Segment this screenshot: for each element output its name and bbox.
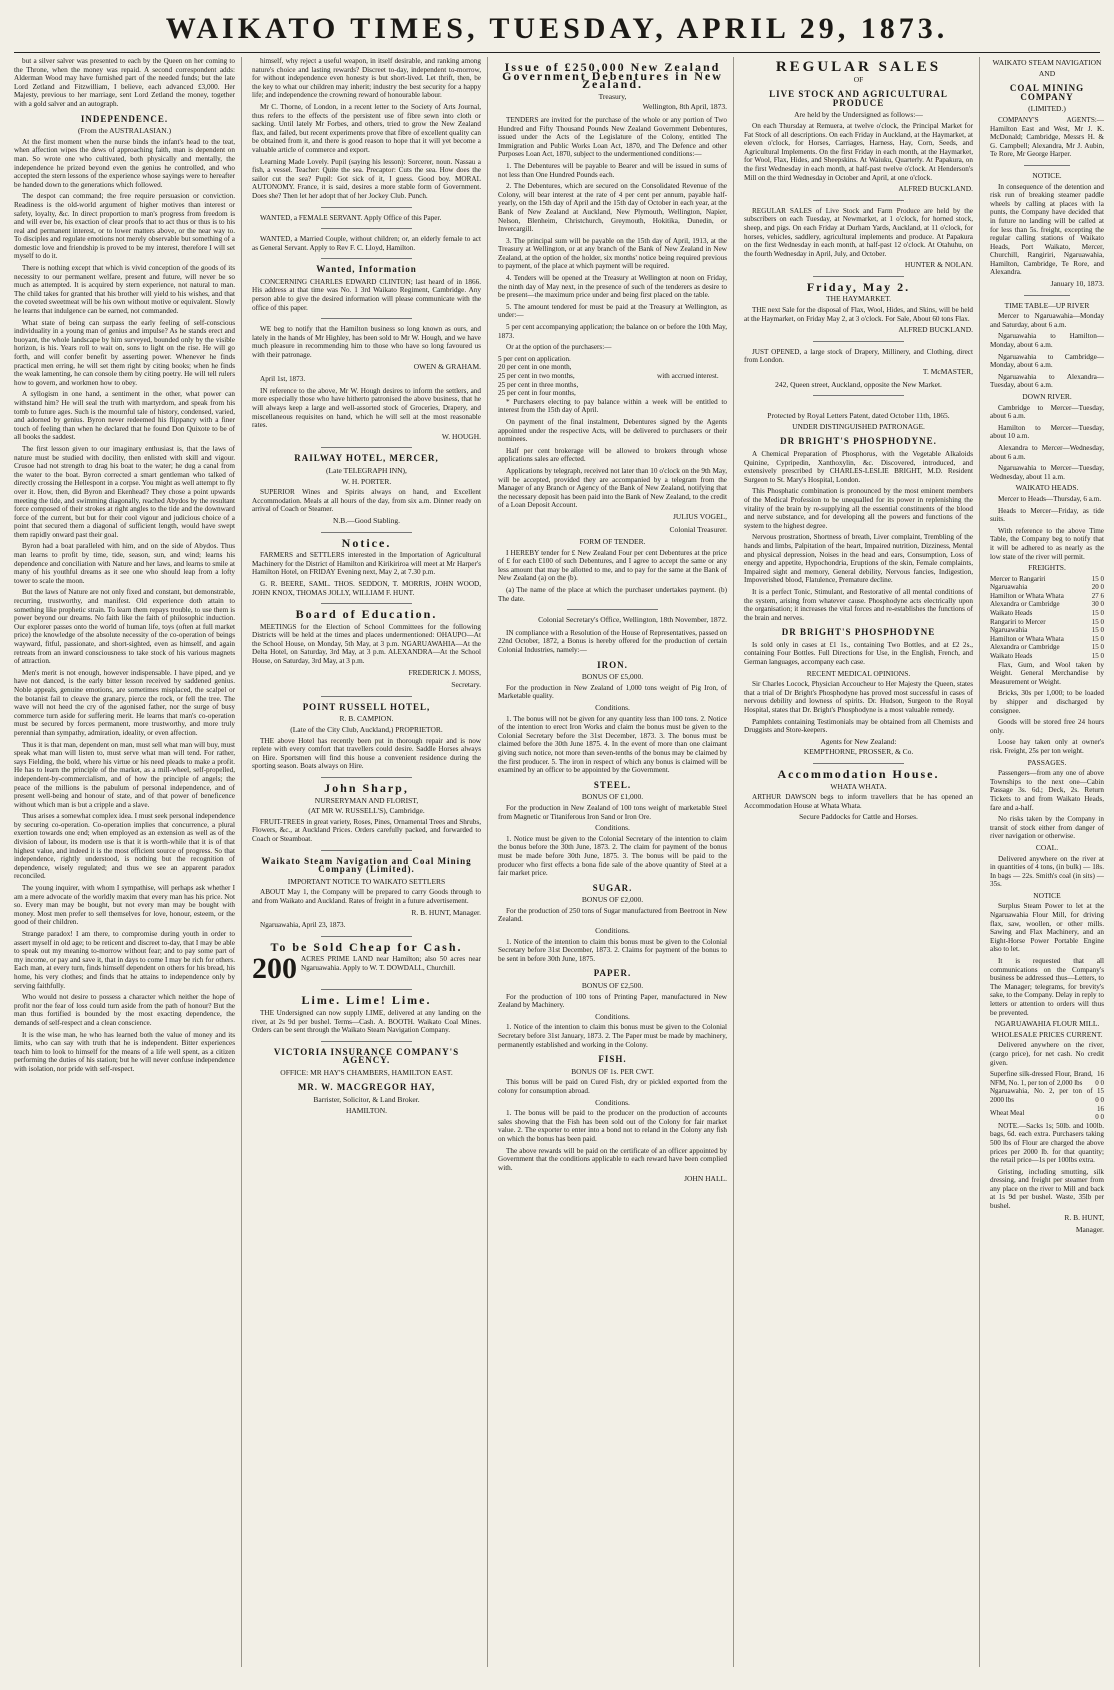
article-paragraph: Men's merit is not enough, however indispensable. I have piped, and ye have not danced, is the early bitter lesson received by saddened genius. Noble appeals, genuine emotions, are sometimes misplaced, the scalpel or the botanist fail to cleave the granary, pierce the rock, or fell the tree. The wave will not heed the cry of the agonised father, nor the surge of busy commerce turn aside for suffering merit. He learns that man's co-operation must be secured by forces permanent, more trustworthy, and more truly perennial than sympathy, admiration, ideality, or even affection. xyxy=(14,668,235,737)
ad-text: With reference to the above Time Table, the Company beg to notify that it will be adhered to as nearly as the low state of the river will permit. xyxy=(990,526,1104,561)
divider xyxy=(321,696,413,697)
article-paragraph: Strange paradox! I am there, to compromise during youth in order to assert myself in old age; to be reticent and discreet to-day, that I may be able to speak out my meaning to-morrow without fear; and to pay some part of my income, or pay and save it, that in days to come I may be rich for others. Each man, at every turn, finds himself dependent on others for his bread, his home, his very clothes; and finds that he attains to independence only by serving faithfully. xyxy=(14,930,235,990)
freight-route: Alexandra or Cambridge xyxy=(990,600,1060,609)
ad-text: This Phosphatic combination is pronounced by the most eminent members of the Medical Profession to be unequalled for its power in replenishing the vitality of the brain by re-supplying all the essential constituents of the blood and nerve substance, and for developing all the powers and functions of the system to the highest degree. xyxy=(744,487,973,530)
ad-subheading: N.B.—Good Stabling. xyxy=(332,515,401,525)
ad-subheading: KEMPTHORNE, PROSSER, & Co. xyxy=(803,747,914,757)
ad-text: THE above Hotel has recently been put in thorough repair and is now replete with every comfort that travellers could desire. Saddle Horses always on Hire. Sportsmen will find this house a convenient residence during the sporting season. Boats always on Hire. xyxy=(252,736,481,771)
notice-office: Colonial Secretary's Office, Wellington, 18th November, 1872. xyxy=(538,615,727,625)
ad-text: FRUIT-TREES in great variety, Roses, Pines, Ornamental Trees and Shrubs, Flowers, &c., at Auckland Prices. Orders carefully packed, and forwarded to Coach or Steamboat. xyxy=(252,817,481,843)
divider xyxy=(813,341,905,342)
divider xyxy=(321,777,413,778)
ad-text: In consequence of the detention and risk run of breaking steamer paddle wheels by calling at places with la punts, the Company have decided that in future no landing will be called at for less than 5s. freight, excepting the regular calling stations of Waikato Heads, Port Waikato, Mercer, Churchill, Rangiriri, Ngaruawahia, Hamilton, Cambridge, Te Rore, and Alexandra. xyxy=(990,182,1104,277)
conditions-heading: Conditions. xyxy=(595,1011,630,1021)
flour-price-table xyxy=(990,1070,1104,1122)
ad-subheading: Agents for New Zealand: xyxy=(820,736,897,746)
divider xyxy=(813,200,905,201)
ad-text: Bricks, 30s per 1,000; to be loaded by shipper and discharged by consignee. xyxy=(990,689,1104,715)
instalment-row: 25 per cent in three months, xyxy=(498,380,579,389)
bonus-text: The above rewards will be paid on the certificate of an officer appointed by Government that the conditions applicable to each reward have been complied with. xyxy=(498,1146,727,1172)
table-row xyxy=(990,652,1104,661)
ad-text: Flax, Gum, and Wool taken by Weight. General Merchandise by Measurement or Weight. xyxy=(990,660,1104,686)
ad-heading: DR BRIGHT'S PHOSPHODYNE xyxy=(781,627,936,638)
ad-text: JUST OPENED, a large stock of Drapery, Millinery, and Clothing, direct from London. xyxy=(744,347,973,365)
jokes-paragraph: Learning Made Lovely. Pupil (saying his lesson): Sorcerer, noun. Nassau a fish, a vessel. Teacher: Quite the sea. Precaptor: Cuts the sea. How does the sailor cut the sea? Pupil: Got sick of it, I guess. Good boy. MORAL AUTONOMY. France, it is said, desires a more stable form of Government. Does she? Then let her adopt that of her Jockey Club. Punch. xyxy=(252,157,481,200)
divider xyxy=(321,936,413,937)
bonus-amount: BONUS OF £2,500. xyxy=(581,981,644,991)
article-paragraph: The first lesson given to our imaginary enthusiast is, that the laws of nature must be studied with docility, then enlisted with skill and vigour. Crusoe had not strength to drag his boat to the water; he dug a canal from the water to the boat. Byron corrected a smart gentleman who talked of directly crossing the Hellespont in a corpse. You might as well attempt to fly over it. How, then, did Byron and Ekenhead? They chose a point upwards meeting the tide, and swimming diagonally, reached Abydos by the resultant force composed of their strokes at right angles to the tide and the downward force of the current, but but for their cool vigour and judicious choice of a point that secured them a diagonal of sufficient length, would have swept them rapidly onward past their goal. xyxy=(14,444,235,539)
payment-terms: 5 per cent accompanying application; the balance on or before the 10th May, 1873. xyxy=(498,323,727,340)
ad-text: REGULAR SALES of Live Stock and Farm Produce are held by the subscribers on each Tuesday, at Newmarket, at 1 o'clock, for horned stock, sheep, and pigs. On each Friday at Durham Yards, Auckland, at 11 o'clock, for horses, vehicles, saddlery, agricultural implements and produce. At Papakura on the first Wednesday in each month, at half-past 12 o'clock. At Otahuhu, on the fourth Wednesday in April, July, and October. xyxy=(744,206,973,258)
timetable-heading: TIME TABLE—UP RIVER xyxy=(1004,300,1090,310)
table-row xyxy=(990,575,1104,584)
freight-route: Mercer to Rangariri xyxy=(990,574,1046,583)
freight-route: Alexandra or Cambridge xyxy=(990,643,1060,652)
ad-heading: COAL MINING COMPANY xyxy=(1009,83,1085,102)
masthead: WAIKATO TIMES, TUESDAY, APRIL 29, 1873. xyxy=(165,12,949,45)
article-paragraph: Mr C. Thorne, of London, in a recent letter to the Society of Arts Journal, thus refers to the effects of the persistent use of fibre sewn into cloth or sacking. Until lately Mr Forbes, and others, tried to grow the New Zealand flax, and failed, but recent experiments prove that fibre of excellent quality can be obtained from it, and there is good reason to hope that it will yet become a valuable article of commerce and export. xyxy=(252,102,481,154)
freight-route: Hamilton or Whata Whata xyxy=(990,591,1064,600)
freight-rate: 15 0 xyxy=(1091,652,1104,661)
ad-heading: John Sharp, xyxy=(324,781,409,795)
ad-subheading: (LIMITED.) xyxy=(1028,104,1066,114)
masthead-rule xyxy=(14,52,1100,53)
table-row xyxy=(990,1087,1104,1104)
notice-date: Wellington, 8th April, 1873. xyxy=(642,102,727,112)
table-row xyxy=(990,583,1104,592)
ad-text: Surplus Steam Power to let at the Ngaruawahia Flour Mill, for driving flax, saw, woollen, or other mills. Sawing and Flax Machinery, and an Eight-Horse Power Portable Engine also to let. xyxy=(990,902,1104,954)
ad-subheading: WAIKATO STEAM NAVIGATION xyxy=(992,58,1102,67)
divider xyxy=(321,207,413,208)
timetable-row: Hamilton to Mercer—Tuesday, about 10 a.m. xyxy=(990,423,1104,441)
notice-text: TENDERS are invited for the purchase of the whole or any portion of Two Hundred and Fifty Thousand Pounds New Zealand Government Debentures, issued under the Acts of the Legislature of the Colony, entitled The Immigration and Public Works Loan Act, 1870, and The Defence and other Purposes Loan Act, 1870, subject to the undermentioned conditions:— xyxy=(498,115,727,159)
wanted-ad: WANTED, a Married Couple, without children; or, an elderly female to act as General Servant. Apply to Rev F. C. Lloyd, Hamilton. xyxy=(252,235,481,252)
ad-text: NOTE.—Sacks 1s; 50lb. and 100lb. bags, 6d. each extra. Purchasers taking 500 lbs of Flour are charged the above prices per 2000 lb. for that quantity; the retail price—1s per 100lbs extra. xyxy=(990,1121,1104,1165)
flour-item: Superfine silk-dressed Flour, Brand, NFM, No. 1, per ton of 2,000 lbs xyxy=(990,1070,1093,1087)
notice-heading: Issue of £250,000 New Zealand Government Debentures in New Zealand. xyxy=(502,60,723,92)
table-row xyxy=(990,1070,1104,1087)
bonus-text: This bonus will be paid on Cured Fish, dry or pickled exported from the colony for consumption abroad. xyxy=(498,1078,727,1095)
ad-heading: RAILWAY HOTEL, MERCER, xyxy=(294,453,439,464)
notice-text: On payment of the final instalment, Debentures signed by the Agents appointed under the respective Acts, will be delivered to purchasers or their nominees. xyxy=(498,417,727,444)
ad-text: No risks taken by the Company in transit of stock either from danger of river navigation or otherwise. xyxy=(990,815,1104,841)
bonus-conditions: 1. Notice of the intention to claim this bonus must be given to the Colonial Secretary before 31st December, 1873. 2. Claims for payment of the bonus to be sent in before 30th June, 1875. xyxy=(498,937,727,963)
ad-text: Delivered anywhere on the river at in quantities of 4 tons, (in bulk) — 18s. In bags — 22s. Smith's coal (in sits) — 35s. xyxy=(990,854,1104,889)
flour-price: 16 0 0 xyxy=(1095,1104,1104,1122)
divider xyxy=(321,258,413,259)
freights-heading: FREIGHTS. xyxy=(1028,563,1066,573)
article-paragraph: Thus it is that man, dependent on man, must sell what man will buy, must speak what man will listen to, must serve what man will tend. For rather, says Fielding, the bold, where his virtue or his need pleads to make a profit. He has to learn the principle of the market, as a mill-wheel, self-propelled, independent-by-commercialism, and of how the principle of angels; the peace of the millions is the pabulum of personal independence, and of present well-being and honour of state, and of that power of beneficence without which man is but a cripple and a slave. xyxy=(14,740,235,809)
ad-subheading: UNDER DISTINGUISHED PATRONAGE. xyxy=(792,421,925,431)
freight-rate: 20 0 xyxy=(1091,583,1104,592)
notice-condition: 4. Tenders will be opened at the Treasury at Wellington at noon on Friday, the ninth day of May next, in the presence of such of the tenderers as desire to be present—the maximum price under and being first placed on the table. xyxy=(498,274,727,300)
notice-text: Applications by telegraph, received not later than 10 o'clock on the 9th May, will be accepted, provided they are accompanied by a telegram from the Manager of any Branch or Agency of the Bank of New Zealand, notifying that the necessary deposit has been paid into the Bank of New Zealand, to the credit of a Loan Deposit Account. xyxy=(498,466,727,510)
ad-signature: Secretary. xyxy=(451,680,481,690)
ad-signature: W. HOUGH. xyxy=(441,431,481,441)
freight-route: Hamilton or Whata Whata xyxy=(990,634,1064,643)
bonus-text: For the production of 250 tons of Sugar manufactured from Beetroot in New Zealand. xyxy=(498,906,727,924)
bonus-amount: BONUS OF £5,000. xyxy=(581,672,644,682)
ad-text: Pamphlets containing Testimonials may be obtained from all Chemists and Druggists and Store-keepers. xyxy=(744,717,973,735)
ad-text: ARTHUR DAWSON begs to inform travellers that he has opened an Accommodation House at Whata Whata. xyxy=(744,793,973,810)
notice-text: IN compliance with a Resolution of the House of Representatives, passed on 22nd October, 1872, a Bonus is hereby offered for the production of certain Colonial Industries, namely:— xyxy=(498,628,727,655)
article-paragraph: The despot can command; the free require persuasion or conviction. Readiness is the old-world argument of higher motives than interest or safety, loyalty, &c. In direct proportion to man's progress from freedom is and will ever be, his exaction of clear proofs that to act thus or thus is to his real and permanent interest, or to lower matters above, or the near way to. To disciples and regulate emotions not merely observable but something of a domestic love and friendship is proved to be my interest, therefore I will set myself to do it. xyxy=(14,192,235,261)
freight-rate: 27 6 xyxy=(1091,591,1104,600)
ad-heading: VICTORIA INSURANCE COMPANY'S AGENCY. xyxy=(273,1046,460,1066)
ad-text: It is a perfect Tonic, Stimulant, and Restorative of all mental conditions of the system, arising from whatever cause. Phosphodyne acts electrically upon the organisation; it increases the vital forces and re-establishes the functions of the brain and nerves. xyxy=(744,587,973,622)
ad-text: THE Undersigned can now supply LIME, delivered at any landing on the river, at 2s 9d per bushel. Terms—Cash. A. BOOTH. Waikato Coal Mines. Orders can be sent through the Waikato Steam Navigation Company. xyxy=(252,1008,481,1035)
freight-rate: 15 0 xyxy=(1091,609,1104,618)
interest-note: with accrued interest. xyxy=(657,372,719,380)
ad-subheading: Secure Paddocks for Cattle and Horses. xyxy=(799,812,918,822)
ad-signature: T. McMASTER, xyxy=(922,367,973,377)
freight-route: Waikato Heads xyxy=(990,609,1033,618)
bonus-text: For the production of 100 tons of Printing Paper, manufactured in New Zealand by Machinery. xyxy=(498,992,727,1010)
timetable-row: Mercer to Ngaruawahia—Monday and Saturday, about 6 a.m. xyxy=(990,312,1104,329)
ad-subheading: NOTICE. xyxy=(1032,170,1062,180)
ad-text: Loose hay taken only at owner's risk. Freight, 25s per ton weight. xyxy=(990,738,1104,755)
bonus-conditions: 1. Notice of the intention to claim this bonus must be given to the Colonial Secretary before 31st January, 1873. 2. The Paper must be made by machinery, permanently established and working in the Colony. xyxy=(498,1023,727,1049)
article-heading: INDEPENDENCE. xyxy=(80,113,169,124)
timetable-row: Alexandra to Mercer—Wednesday, about 6 a.m. xyxy=(990,443,1104,461)
table-row xyxy=(990,1105,1104,1122)
ad-subheading: AND xyxy=(1038,68,1056,78)
spacer xyxy=(744,402,973,410)
ad-date: Ngaruawahia, April 23, 1873. xyxy=(260,921,346,930)
form-heading: FORM OF TENDER. xyxy=(579,537,646,547)
notice-signature: JULIUS VOGEL, xyxy=(672,511,727,521)
article-paragraph: Byron had a boat paralleled with him, and on the side of Abydos. Thus man learns to profit by time, tide, season, sun, and wind; learns his dependence and conciliation with Nature and her laws, and learns to smile at many of his youthful dreams as it see one who should leap from a lofty tower to scale the moon. xyxy=(14,542,235,585)
bonus-heading: PAPER. xyxy=(593,968,632,979)
column-4 xyxy=(744,57,980,1667)
ad-subheading: (AT MR W. RUSSELL'S), Cambridge. xyxy=(308,806,425,816)
ad-heading: REGULAR SALES xyxy=(775,59,942,75)
table-row xyxy=(990,600,1104,609)
instalment-row: 25 per cent in two months, xyxy=(498,372,575,380)
ad-text: Is sold only in cases at £1 1s., containing Two Bottles, and at £2 2s., containing Four Bottles. Full Directions for Use, in the English, French, and German languages, accompany each case. xyxy=(744,640,973,667)
ad-subheading: WHATA WHATA. xyxy=(830,781,887,791)
bonus-amount: BONUS OF £2,000. xyxy=(581,895,644,905)
ad-text: ABOUT May 1, the Company will be prepared to carry Goods through to and from Waikato and Auckland. Rates of freight in a future advertisement. xyxy=(252,888,481,905)
divider xyxy=(567,609,659,610)
intro-paragraph: but a silver salver was presented to each by the Queen on her coming to the Throne, when the money was repaid. A second correspondent adds: Alderman Wood may have furnished part of the needed funds; but the late Lord Zetland and Fitzwilliam, I believe, each advanced £3,000. Her Majesty, previous to her marriage, sent Lord Zetland the money, together with a gold salver and an autograph. xyxy=(14,57,235,108)
ad-heading: Waikato Steam Navigation and Coal Mining Company (Limited). xyxy=(261,855,472,875)
ad-text: On each Thursday at Remuera, at twelve o'clock, the Principal Market for Fat Stock of all descriptions. On each Friday in Auckland, at the Haymarket, at eleven o'clock, for Horses, Carriages, Harness, Hay, Corn, Seeds, and Agricultural Implements. On the first Friday in each month, at the Haymarket, for Wool, Flax, Hides, and Sheepskins. At Waiuku, Quarterly. At Papakura, on the first Wednesday in each month, at half-past twelve o'clock. At Henderson's Mill on the third Wednesday in October and April, at one o'clock. xyxy=(744,121,973,182)
timetable-row: Ngaruawahia to Hamilton—Monday, about 6 a.m. xyxy=(990,332,1104,350)
ad-text: Sir Charles Locock, Physician Accoucheur to Her Majesty the Queen, states that a trial of Dr Bright's Phosphodyne has proved most successful in cases of nervous debility and lowness of spirits. Dr. Hudson, Surgeon to the Royal Hospital, states that Dr. Bright's Phosphodyne is a most valuable remedy. xyxy=(744,680,973,715)
freight-rate: 15 0 xyxy=(1091,626,1104,635)
mill-heading: NGARUAWAHIA FLOUR MILL. xyxy=(994,1019,1100,1029)
ad-heading: Friday, May 2. xyxy=(806,279,911,294)
divider xyxy=(1024,295,1070,296)
ad-subheading: RECENT MEDICAL OPINIONS. xyxy=(806,668,911,678)
ad-heading: Board of Education. xyxy=(295,607,438,622)
ad-signature: R. B. HUNT, Manager. xyxy=(411,907,481,917)
bonus-heading: SUGAR. xyxy=(592,882,633,893)
table-row xyxy=(990,643,1104,652)
acres-number: 200 xyxy=(252,952,297,986)
ad-text: CONCERNING CHARLES EDWARD CLINTON; last heard of in 1866. His address at that time was No. 1 3rd Waikato Regiment, Cambridge. Any person able to give the desired information will please communicate with the office of this paper. xyxy=(252,277,481,312)
freight-route: Waikato Heads xyxy=(990,652,1033,661)
bonus-conditions: 1. The bonus will not be given for any quantity less than 100 tons. 2. Notice of the intention to erect Iron Works and claim the bonus must be given to the Colonial Secretary before the 31st December, 1873. 3. The bonus must be claimed before the 30th June 1875. 4. In the event of more than one claimant giving such notice, not more than seven-tenths of the bonus may be claimed by the first producer. 5. The iron in respect of which any bonus is claimed will be examined by an officer to be appointed by the Government. xyxy=(498,714,727,775)
ad-text: IN reference to the above, Mr W. Hough desires to inform the settlers, and more especially those who have hitherto patronised the above business, that he will always keep a large and well-assorted stock of Groceries, Drapery, and miscellaneous requisites on hand, which he will sell at the most reasonable rates. xyxy=(252,386,481,430)
wanted-ad: WANTED, a FEMALE SERVANT. Apply Office of this Paper. xyxy=(260,213,442,222)
bonus-heading: STEEL. xyxy=(593,779,632,790)
payment-option: Or at the option of the purchasers:— xyxy=(506,343,612,352)
ad-signature: ALFRED BUCKLAND. xyxy=(898,325,973,335)
article-paragraph: Thus arises a somewhat complex idea. I must seek personal independence by securing co-operation. Co-operation implies that concurrence, a plural exertion towards one end; when employed as an extension as well as of the division of labour, its modern use is that it is worth-while that it is of that highest value, and indeed it is the most efficient source of progress. So that independence, rightly understood, is nothing but the recognition of dependence, wisely regulated; and thus we see an apparent paradox reconciled. xyxy=(14,812,235,881)
ad-subheading: Protected by Royal Letters Patent, dated October 11th, 1865. xyxy=(767,411,950,421)
notice-office: Treasury, xyxy=(598,91,627,101)
article-paragraph: But the laws of Nature are not only fixed and constant, but demonstrable, recurring, trustworthy, and manifest. Old experience doth attain to something like prophetic strain. To learn them repays trouble, to use them is power beyond our dreams. No faith like the faith of philosophic induction. Our explorer passes onto the world of human life, toys (often at full market price) the knowledge of the absolute necessity of the co-operation of beings wayward, fitful, passionate, and short-sighted, even as himself, and again retreats from an inward consciousness to take stock of his various magnets of attraction. xyxy=(14,588,235,666)
bonus-conditions: 1. Notice must be given to the Colonial Secretary of the intention to claim the bonus before the 30th June, 1873. 2. The claim for payment of the bonus must be made before 30th June, 1875. 3. The bonus will be paid to the producer who first effects a bona fide sale of the above quantity of Steel at a fair market price. xyxy=(498,834,727,878)
divider xyxy=(321,532,413,533)
ad-signature: ALFRED BUCKLAND. xyxy=(898,184,973,194)
ad-text: Delivered anywhere on the river, (cargo price), for net cash. No credit given. xyxy=(990,1041,1104,1067)
ad-text: FARMERS and SETTLERS interested in the Importation of Agricultural Machinery for the District of Hamilton and Kirikiriroa will meet at Mr Harper's Hamilton Hotel, on FRIDAY Evening next, May 2, at 7.30 p.m. xyxy=(252,551,481,577)
ad-heading: MR. W. MACGREGOR HAY, xyxy=(297,1082,436,1093)
ad-subheading: Barrister, Solicitor, & Land Broker. xyxy=(313,1095,420,1105)
ad-text: Gristing, including smutting, silk dressing, and freight per steamer from any place on the river to Mill and back at 1s 9d per bushel. Waste, 35lb per bushel. xyxy=(990,1167,1104,1211)
divider xyxy=(321,603,413,604)
timetable-heading: WAIKATO HEADS. xyxy=(1015,483,1079,493)
notice-condition: 2. The Debentures, which are secured on the Consolidated Revenue of the Colony, will bear interest at the rate of 4 per cent per annum, payable half-yearly, on the 15th day of April and the 15th day of October in each year, at the Bank of New Zealand at Auckland, New Plymouth, Wellington, Napier, Nelson, Blenheim, Christchurch, Greymouth, Hokitika, Dunedin, or Invercargill. xyxy=(498,182,727,234)
ad-text: MEETINGS for the Election of School Committees for the following Districts will be held at the times and places undermentioned: OHAUPO—At the School House, on Monday, 5th May, at 3 p.m. NGARUAWAHIA—At the Delta Hotel, on Saturday, 3rd May, at 3 p.m. ALEXANDRA—At the School House, on Saturday, 3rd May, at 3 p.m. xyxy=(252,622,481,666)
timetable-row: Ngaruawahia to Alexandra—Tuesday, about 6 a.m. xyxy=(990,372,1104,390)
ad-heading: Notice. xyxy=(341,535,392,550)
ad-text: Passengers—from any one of above Townships to the next one—Cabin Passage 3s. 6d.; Deck, 2s. Return Tickets to and from Waikato Heads, fare and a-half. xyxy=(990,769,1104,812)
ad-heading: To be Sold Cheap for Cash. xyxy=(270,939,463,954)
notice-text: Half per cent brokerage will be allowed to brokers through whose applications sales are effected. xyxy=(498,446,727,464)
divider xyxy=(321,447,413,448)
flour-price: 15 0 0 xyxy=(1095,1087,1104,1104)
freight-route: Rangariri to Mercer xyxy=(990,617,1046,626)
divider xyxy=(813,763,905,764)
freight-rate: 15 0 xyxy=(1091,643,1104,652)
article-source: (From the AUSTRALASIAN.) xyxy=(77,126,172,136)
timetable-row: Ngaruawahia to Cambridge—Monday, about 6 a.m. xyxy=(990,352,1104,370)
column-3 xyxy=(498,57,734,1667)
notice-signature: JOHN HALL. xyxy=(684,1174,727,1184)
instalment-list xyxy=(498,355,657,398)
article-paragraph: There is nothing except that which is vivid conception of the goods of its necessity to our permanent welfare, present and future, will never be so much as attempted. It is acquired by stern experience, not natural to man. The child takes for granted that his brother will yield to his wishes, and that the coveted sweetmeat will be his own without motive or equivalent. Slowly he learns that indulgence can be earned, not commanded. xyxy=(14,264,235,316)
freight-rate: 15 0 xyxy=(1091,574,1104,583)
instalment-row: 5 per cent on application. xyxy=(498,354,571,363)
notice-condition: 5. The amount tendered for must be paid at the Treasury at Wellington, as under:— xyxy=(498,302,727,320)
ad-text: A Chemical Preparation of Phosphorus, with the Vegetable Alkaloids Quinine, Cypripedin, Xanthoxylin, &c. Discovered, introduced, and extensively prescribed by CHARLES-LESLIE BRIGHT, M.D. Resident Surgeon to St. Mary's Hospital, London. xyxy=(744,450,973,484)
timetable-row: Ngaruawahia to Mercer—Tuesday, Wednesday, about 11 a.m. xyxy=(990,464,1104,481)
ad-subheading: HAMILTON. xyxy=(345,1105,388,1115)
divider xyxy=(813,395,905,396)
ad-signature: R. B. HUNT, xyxy=(1064,1212,1104,1222)
bonus-amount: BONUS OF £1,000. xyxy=(581,792,644,802)
ad-heading: DR BRIGHT'S PHOSPHODYNE. xyxy=(780,436,937,447)
notice-condition: 3. The principal sum will be payable on the 15th day of April, 1913, at the Treasury at Wellington, or at any branch of the Bank of New Zealand in New Zealand, at the option of the holder, six months' notice being required previous to payment, of the place at which payment will be required. xyxy=(498,236,727,271)
table-row xyxy=(990,626,1104,635)
ad-text: It is requested that all communications on the Company's business be addressed thus—Letters, to The Manager; telegrams, for brevity's sake, to the Company. Delay in reply to letters or attention to orders will thus be prevented. xyxy=(990,957,1104,1017)
conditions-heading: Conditions. xyxy=(595,1097,630,1107)
table-row xyxy=(990,635,1104,644)
bonus-text: For the production in New Zealand of 1,000 tons weight of Pig Iron, of Marketable quality. xyxy=(498,683,727,701)
divider xyxy=(1024,165,1070,166)
ad-heading: Lime. Lime! Lime. xyxy=(301,993,432,1008)
freight-rate: 30 0 xyxy=(1091,600,1104,609)
ad-text: COMPANY'S AGENTS:—Hamilton East and West, Mr J. K. McDonald; Cambridge, Messrs H. & G. Campbell; Alexandra, Mr J. Aubin, Te Rore, Mr George Harper. xyxy=(990,115,1104,159)
divider xyxy=(813,276,905,277)
timetable-row: Mercer to Heads—Thursday, 6 a.m. xyxy=(998,494,1102,503)
freight-rate: 15 0 xyxy=(1091,617,1104,626)
notice-text: * Purchasers electing to pay balance within a week will be entitled to interest from the 15th day of April. xyxy=(498,397,727,415)
timetable-heading: DOWN RIVER. xyxy=(1022,392,1072,401)
ad-subheading: 242, Queen street, Auckland, opposite the New Market. xyxy=(775,379,942,389)
table-row xyxy=(990,592,1104,601)
land-sale-block xyxy=(252,952,481,986)
conditions-heading: Conditions. xyxy=(595,703,630,712)
divider xyxy=(321,850,413,851)
bonus-text: For the production in New Zealand of 100 tons weight of marketable Steel from Magnetic or Titaniferous Iron Sand or Iron Ore. xyxy=(498,803,727,821)
form-note: (a) The name of the place at which the purchaser undertakes payment. (b) The date. xyxy=(498,586,727,603)
ad-text: G. R. BEERE, SAML. THOS. SEDDON, T. MORRIS, JOHN WOOD, JOHN KNOX, THOMAS JOLLY, WILLIAM F. HUNT. xyxy=(252,579,481,597)
freight-route: Ngaruawahia xyxy=(990,626,1028,635)
form-text: I HEREBY tender for £ New Zealand Four per cent Debentures at the price of £ for each £100 of such Debentures, and I agree to accept the same or any less amount that may be allotted to me, and to pay for the same at the Bank of New Zealand (a) on the (b). xyxy=(498,548,727,583)
ad-heading: POINT RUSSELL HOTEL, xyxy=(302,701,431,712)
instalment-row: 25 per cent in four months, xyxy=(498,389,576,398)
freight-route: Ngaruawahia xyxy=(990,583,1028,592)
column-2 xyxy=(252,57,488,1667)
column-1 xyxy=(14,57,242,1667)
columns xyxy=(14,57,1104,1667)
table-row xyxy=(990,618,1104,627)
bonus-conditions: 1. The bonus will be paid to the producer on the production of accounts sales showing that the Fish has been sold out of the Colony for fair market value. 2. The exporter to enter into a bond not to reland in the Colony any fish on which the bonus has been paid. xyxy=(498,1109,727,1143)
coal-heading: COAL. xyxy=(1035,842,1059,852)
ad-subheading: THE HAYMARKET. xyxy=(826,294,891,304)
ad-heading: Wanted, Information xyxy=(316,264,417,275)
flour-item: Wheat Meal xyxy=(990,1108,1025,1117)
notice-signature: Colonial Treasurer. xyxy=(669,524,727,534)
ad-text: THE next Sale for the disposal of Flax, Wool, Hides, and Skins, will be held at the Haymarket, on Friday May 2, at 3 o'clock. For Sale, About 60 tons Flax. xyxy=(744,306,973,323)
ad-signature: FREDERICK J. MOSS, xyxy=(408,667,481,677)
divider xyxy=(321,989,413,990)
table-row xyxy=(990,609,1104,618)
ad-text: ACRES PRIME LAND near Hamilton; also 50 acres near Ngaruawahia. Apply to W. T. DOWDALL, Churchill. xyxy=(301,955,481,972)
article-paragraph: What state of being can surpass the early feeling of self-conscious individuality in a young man of genius and impulse? As he stands erect and buoyant, the whole landscape by him surveyed, bounded only by the visible horizon, is his. Years roll to wait on, sons to light on the rise. He will go forth, and will confer benefit by asserting power. Whenever he finds practical men erring, he will set them right by citing books; when he finds the weak lamenting, he can console them by citing poetry. He will tell rulers how to govern, and workmen how to obey. xyxy=(14,318,235,387)
conditions-heading: Conditions. xyxy=(595,823,630,833)
notice-condition: 1. The Debentures will be payable to Bearer and will be issued in sums of not less than One Hundred Pounds each. xyxy=(498,161,727,179)
ad-subheading: NOTICE xyxy=(1033,890,1061,900)
ad-subheading: OFFICE: MR HAY'S CHAMBERS, HAMILTON EAST. xyxy=(280,1067,453,1077)
ad-heading: Accommodation House. xyxy=(777,767,940,781)
passages-heading: PASSAGES. xyxy=(1027,757,1067,767)
instalment-row: 20 per cent in one month, xyxy=(498,363,572,372)
ad-subheading: NURSERYMAN AND FLORIST, xyxy=(314,795,419,805)
ad-signature: OWEN & GRAHAM. xyxy=(413,361,481,371)
ad-subheading: (Late TELEGRAPH INN), xyxy=(326,465,407,475)
ad-subheading: WHOLESALE PRICES CURRENT. xyxy=(991,1029,1103,1039)
article-paragraph: At the first moment when the nurse binds the infant's head to the teat, when affection wipes the dews of approaching faith, man is dependent on man. So wrote one who cultivated, both physically and mentally, the independence he prized beyond even the genius he controlled, and who accepted the stern lessons of the experience whose sayings were to hereafter be handed down to the generations which followed. xyxy=(14,137,235,189)
ad-heading: LIVE STOCK AND AGRICULTURAL PRODUCE xyxy=(769,89,948,108)
ad-date: April 1st, 1873. xyxy=(260,375,306,384)
ad-signature: HUNTER & NOLAN. xyxy=(904,260,973,270)
ad-signature: Manager. xyxy=(1075,1225,1104,1235)
ad-text: Goods will be stored free 24 hours only. xyxy=(990,718,1104,735)
column-5 xyxy=(990,57,1110,1667)
ad-text: WE beg to notify that the Hamilton business so long known as ours, and lately in the hands of Mr Highley, has been sold to Mr W. Hough, and we have much pleasure in recommending him to those who have so long favoured us with their patronage. xyxy=(252,325,481,360)
divider xyxy=(321,228,413,229)
ad-text: SUPERIOR Wines and Spirits always on hand, and Excellent Accommodation. Meals at all hours of the day, from six a.m. Dinner ready on arrival of Coach or Steamer. xyxy=(252,488,481,514)
divider xyxy=(321,318,413,319)
flour-item: Ngaruawahia, No. 2, per ton of 2000 lbs xyxy=(990,1087,1093,1104)
ad-subheading: R. B. CAMPION. xyxy=(339,714,394,724)
ad-subheading: IMPORTANT NOTICE TO WAIKATO SETTLERS xyxy=(287,876,446,886)
instalment-block xyxy=(498,355,727,398)
ad-subheading: OF xyxy=(853,74,864,84)
freights-table xyxy=(990,575,1104,661)
article-paragraph: himself, why reject a useful weapon, in itself desirable, and ranking among nature's choice and lasting rewards? Discreet to-day, independent to-morrow, for without independence even honesty is but short-lived. Let thrift, then, be the key to what our children may inherit; industry the best security for a happy life; and independence the crowning reward of honourable labour. xyxy=(252,57,481,100)
bonus-amount: BONUS OF 1s. PER CWT. xyxy=(571,1066,654,1076)
ailments-list: Nervous prostration, Shortness of breath, Liver complaint, Trembling of the hands and limbs, Palpitation of the heart, Impaired nutrition, Dizziness, Mental and physical depression, Noises in the head and ears, Consumption, Loss of energy and appetite, Hypochondria, Eruptions of the skin, Female complaints, Impaired sight and memory, General debility, Nervous fancies, Indigestion, Impoverished blood, Flatulence, Premature decline. xyxy=(744,533,973,585)
flour-price: 16 0 0 xyxy=(1095,1070,1104,1087)
bonus-heading: FISH. xyxy=(598,1054,627,1065)
article-paragraph: The young inquirer, with whom I sympathise, will perhaps ask whether I am a mere advocate of the worldly maxim that every man has his price. Not so. Every man may be bought, but not every man may be bought with money. Most men prefer to sell themselves for love, honour, esteem, or the good of their children. xyxy=(14,884,235,927)
divider xyxy=(321,1041,413,1042)
article-paragraph: It is the wise man, he who has learned both the value of money and its limits, who can say with truth that he is independent. Bitter experiences teach him to look to himself for the means of a life well spent, as a citizen performing the duties of his station; but he will never confuse independence with isolation, nor pride with self-respect. xyxy=(14,1030,235,1073)
timetable-row: Heads to Mercer—Friday, as tide suits. xyxy=(990,506,1104,524)
bonus-heading: IRON. xyxy=(597,659,628,670)
article-paragraph: Who would not desire to possess a character which neither the hope of profit nor the fear of loss could turn aside from the path of honour? But the man thus fortified is bounded by the most exacting dependence, the demands of self-respect and a clean conscience. xyxy=(14,993,235,1027)
ad-date: January 10, 1873. xyxy=(1050,279,1104,289)
ad-subheading: (Late of the City Club, Auckland,) PROPRIETOR. xyxy=(290,725,443,735)
freight-rate: 15 0 xyxy=(1091,634,1104,643)
article-paragraph: A syllogism in one hand, a sentiment in the other, what power can withstand him? He will seal the truth with martyrdom, and speak from his tomb to future ages. Such is the mournful tale of history, condensed, varied, and adorned by genius. Byron never redeemed his flippancy with a finer touch of feeling than when he declared that he found Don Quixote to be of all books the saddest. xyxy=(14,390,235,442)
timetable-row: Cambridge to Mercer—Tuesday, about 6 a.m. xyxy=(990,403,1104,421)
ad-subheading: Are held by the Undersigned as follows:— xyxy=(794,110,923,120)
conditions-heading: Conditions. xyxy=(595,926,630,936)
ad-subheading: W. H. PORTER. xyxy=(341,476,392,486)
